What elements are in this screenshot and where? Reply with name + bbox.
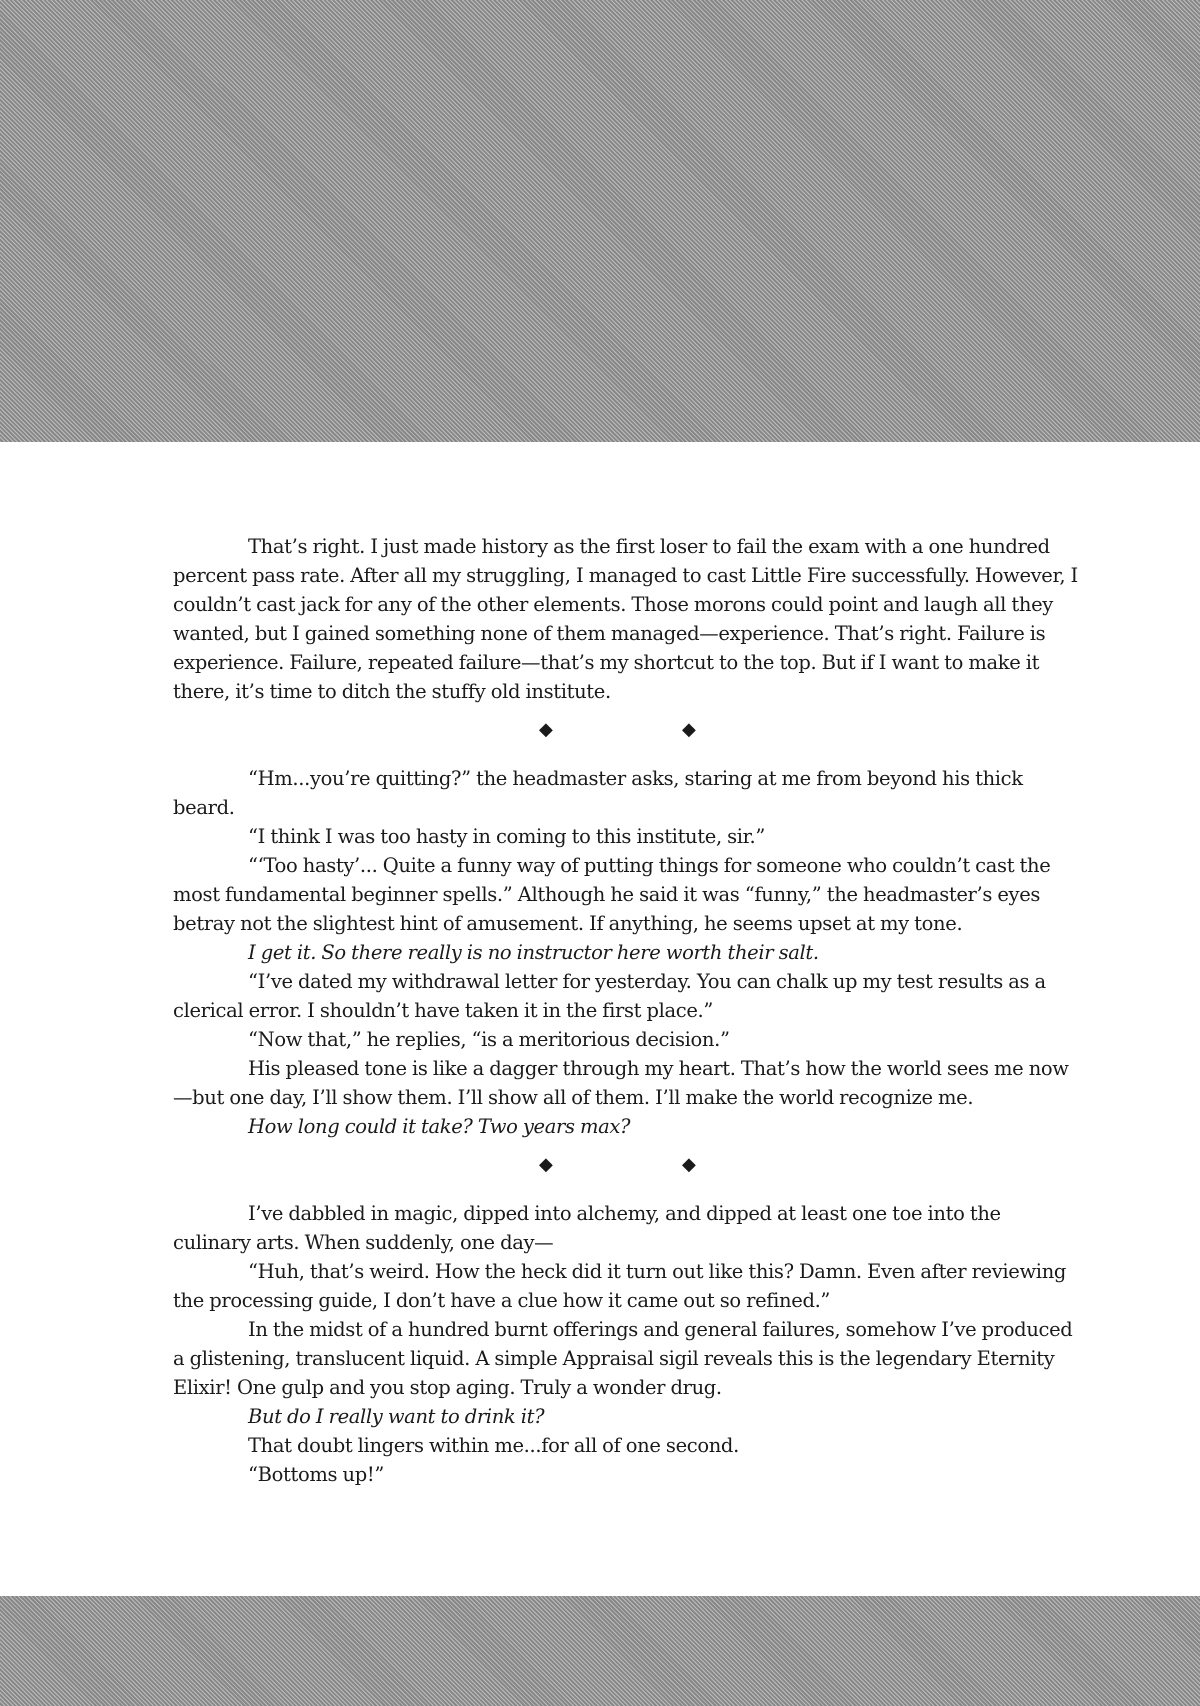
diamond-icon: ◆ [539,719,553,740]
top-halftone-band [0,0,1200,442]
paragraph: “Bottoms up!” [248,1463,384,1486]
diamond-icon: ◆ [539,1154,553,1175]
paragraph: His pleased tone is like a dagger through my heart. That’s how the world sees me now—but one day, I’ll show them. I’ll show all of them. I’ll make the world recognize me. [173,1057,1069,1109]
paragraph: “Huh, that’s weird. How the heck did it turn out like this? Damn. Even after reviewing the processing guide, I don’t have a clue how it came out so refined.” [173,1260,1067,1312]
scene-break-separator [173,706,1078,764]
scene-break-separator [173,1141,1078,1199]
paragraph: “I think I was too hasty in coming to this institute, sir.” [248,825,765,848]
paragraph: “Hm...you’re quitting?” the headmaster asks, staring at me from beyond his thick beard. [173,767,1023,819]
paragraph: “‘Too hasty’... Quite a funny way of putting things for someone who couldn’t cast the most fundamental beginner spells.” Although he said it was “funny,” the headmaster’s eyes betray not the slightest hint of amusement. If anything, he seems upset at my tone. [173,854,1051,935]
paragraph: That doubt lingers within me...for all of one second. [248,1434,739,1457]
paragraph: “Now that,” he replies, “is a meritorious decision.” [248,1028,730,1051]
paragraph-thought: How long could it take? Two years max? [248,1115,631,1138]
diamond-icon: ◆ [682,1154,696,1175]
bottom-halftone-band [0,1596,1200,1706]
paragraph: “I’ve dated my withdrawal letter for yesterday. You can chalk up my test results as a clerical error. I shouldn’t have taken it in the first place.” [173,970,1046,1022]
paragraph: That’s right. I just made history as the first loser to fail the exam with a one hundred percent pass rate. After all my struggling, I managed to cast Little Fire successfully. However, I couldn’t cast jack for any of the other elements. Those morons could point and laugh all they wanted, but I gained something none of them managed—experience. That’s right. Failure is experience. Failure, repeated failure—that’s my shortcut to the top. But if I want to make it there, it’s time to ditch the stuffy old institute. [173,535,1078,703]
paragraph-thought: But do I really want to drink it? [248,1405,545,1428]
paragraph-thought: I get it. So there really is no instructor here worth their salt. [248,941,819,964]
paragraph: In the midst of a hundred burnt offerings and general failures, somehow I’ve produced a glistening, translucent liquid. A simple Appraisal sigil reveals this is the legendary Eternity Elixir! One gulp and you stop aging. Truly a wonder drug. [173,1318,1073,1399]
diamond-icon: ◆ [682,719,696,740]
paragraph: I’ve dabbled in magic, dipped into alchemy, and dipped at least one toe into the culinary arts. When suddenly, one day— [173,1202,1001,1254]
page-text [173,532,1078,1489]
